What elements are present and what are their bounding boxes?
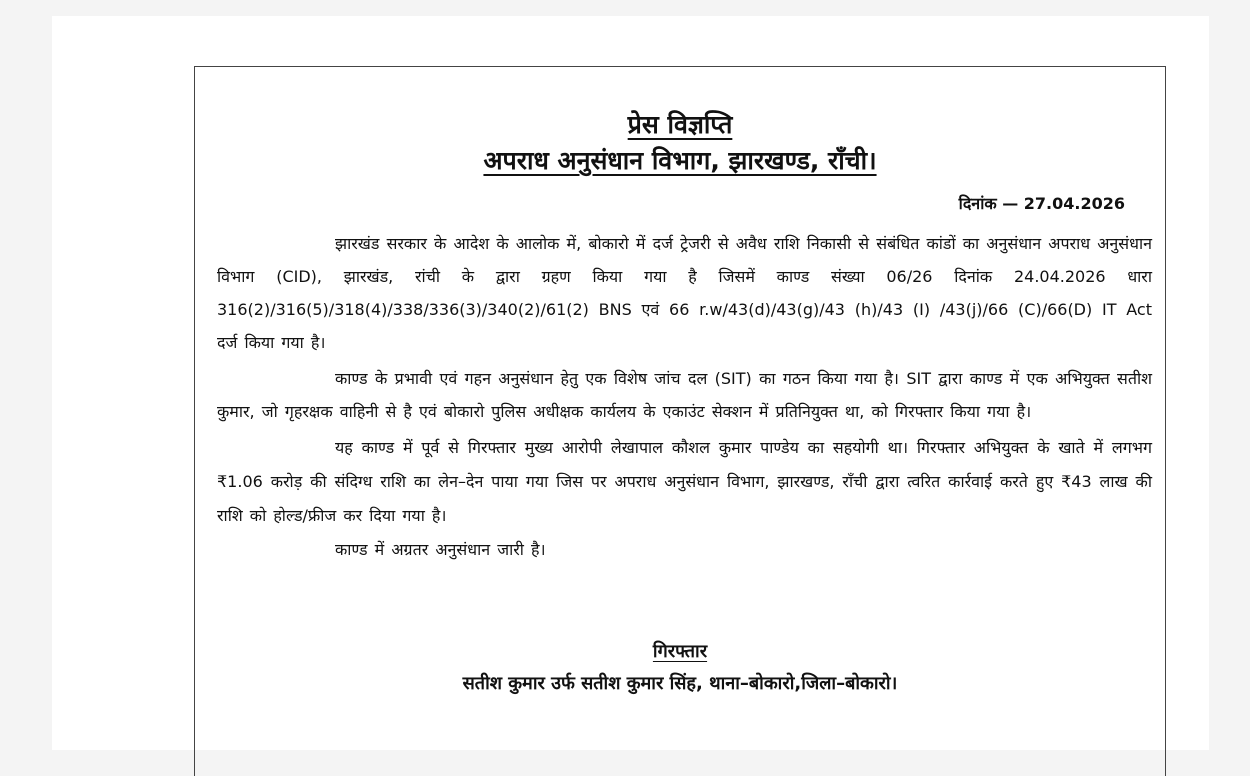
paragraph-accused-details: यह काण्ड में पूर्व से गिरफ्तार मुख्य आरोपी लेखापाल कौशल कुमार पाण्डेय का सहयोगी था। गिरफ्तार अभियुक्त के खाते में लगभग ₹1.06 करोड़ की संदिग्ध राशि का लेन–देन पाया गया जिस पर अपराध अनुसंधान विभाग, झारखण्ड, राँची द्वारा त्वरित कार्रवाई करते हुए ₹43 लाख की राशि को होल्ड/फ्रीज कर दिया गया है। [217, 438, 1152, 525]
release-body [217, 227, 1152, 566]
date-separator: — [1002, 194, 1019, 213]
date-value: 27.04.2026 [1023, 194, 1125, 213]
press-release-frame [194, 66, 1166, 776]
paragraph-case-registration: झारखंड सरकार के आदेश के आलोक में, बोकारो में दर्ज ट्रेजरी से अवैध राशि निकासी से संबंधित कांडों का अनुसंधान अपराध अनुसंधान विभाग (CID), झारखंड, रांची के द्वारा ग्रहण किया गया है जिसमें काण्ड संख्या 06/26 दिनांक 24.04.2026 धारा 316(2)/316(5)/318(4)/338/336(3)/340(2)/61(2) BNS एवं 66 r.w/43(d)/43(g)/43 (h)/43 (I) /43(j)/66 (C)/66(D) IT Act दर्ज किया गया है। [217, 234, 1152, 352]
date-label: दिनांक [958, 194, 997, 213]
arrest-heading: गिरफ्तार [652, 641, 708, 662]
paragraph-investigation-status: काण्ड में अग्रतर अनुसंधान जारी है। [335, 540, 546, 559]
date-line [959, 192, 1125, 214]
paragraph-sit-arrest: काण्ड के प्रभावी एवं गहन अनुसंधान हेतु एक विशेष जांच दल (SIT) का गठन किया गया है। SIT द्वारा काण्ड में एक अभियुक्त सतीश कुमार, जो गृहरक्षक वाहिनी से है एवं बोकारो पुलिस अधीक्षक कार्यलय के एकाउंट सेक्शन में प्रतिनियुक्त था, को गिरफ्तार किया गया है। [217, 369, 1152, 421]
arrested-person: सतीश कुमार उर्फ सतीश कुमार सिंह, थाना–बोकारो,जिला–बोकारो। [462, 673, 898, 694]
department-title: अपराध अनुसंधान विभाग, झारखण्ड, राँची। [483, 146, 877, 175]
document-page [52, 16, 1209, 750]
press-release-title: प्रेस विज्ञप्ति [627, 110, 733, 139]
